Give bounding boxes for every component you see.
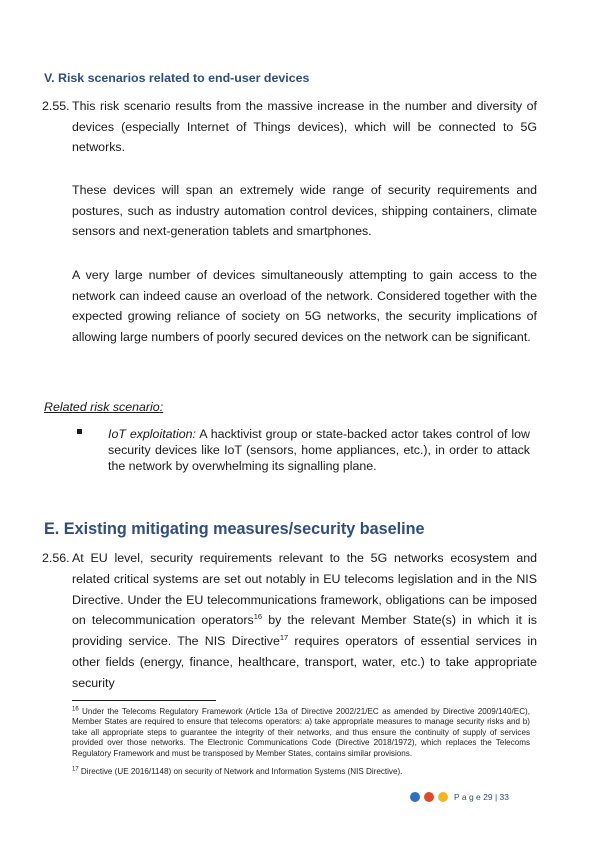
paragraph-2-55-continued: These devices will span an extremely wide range of security requirements and postures, such as industry automation control devices, shipping containers, climate sensors and next-generation tablets and smartphones. xyxy=(72,183,537,238)
paragraph-number: 2.56. xyxy=(42,551,70,565)
related-risk-label: Related risk scenario: xyxy=(44,400,164,414)
footnote-ref-16[interactable]: 16 xyxy=(253,612,263,622)
page-number: P a g e 29 | 33 xyxy=(454,792,509,802)
paragraph-text-part2: by the relevant Member State(s) in which it is providing service. The NIS Directive xyxy=(72,613,537,649)
blue-dot-icon xyxy=(410,792,420,802)
footnote-text: Directive (UE 2016/1148) on security of Network and Information Systems (NIS Directive). xyxy=(78,767,403,776)
bullet-body: A hacktivist group or state-backed actor takes control of low security devices like IoT (sensors, home appliances, etc.), in order to attack the network by overwhelming its signalling plane. xyxy=(108,427,530,474)
paragraph-text-part1: At EU level, security requirements relevant to the 5G networks ecosystem and related critical systems are set out notably in EU telecoms legislation and in the NIS Directive. Under the EU telecommunications framework, obligations can be imposed on telecommunication operators xyxy=(72,551,537,628)
footnote-text: Under the Telecoms Regulatory Framework (Article 13a of Directive 2002/21/EC as amended by Directive 2009/140/EC), Member States are required to ensure that telecoms operators: a) take appropriate measures to manage security risks and b) take all appropriate steps to guarantee the integrity of their networks, and thus ensure the continuity of supply of services provided over those networks. The Electronic Communications Code (Directive 2018/1972), which replaces the Telecoms Regulatory Framework and must be transposed by Member States, contains similar provisions. xyxy=(72,707,530,758)
paragraph-2-55-continued-2: A very large number of devices simultaneously attempting to gain access to the network can indeed cause an overload of the network. Considered together with the expected growing reliance of society on 5G networks, the security implications of allowing large numbers of poorly secured devices on the network can be significant. xyxy=(72,268,537,344)
paragraph-text: This risk scenario results from the massive increase in the number and diversity of devices (especially Internet of Things devices), which will be connected to 5G networks. xyxy=(72,99,537,154)
section-v-heading: V. Risk scenarios related to end-user devices xyxy=(44,71,310,85)
footnote-divider xyxy=(72,700,216,701)
footnote-16 xyxy=(72,707,530,759)
paragraph-number: 2.55. xyxy=(42,99,70,113)
paragraph-2-55 xyxy=(42,96,537,158)
footnote-number: 17 xyxy=(72,766,79,773)
paragraph-text-part3: requires operators of essential services in other fields (energy, finance, healthcare, transport, water, etc.) to take appropriate security xyxy=(72,634,537,690)
page-footer xyxy=(410,790,540,804)
section-e-heading: E. Existing mitigating measures/security baseline xyxy=(44,520,425,538)
paragraph-2-56 xyxy=(42,548,537,694)
yellow-dot-icon xyxy=(438,792,448,802)
red-dot-icon xyxy=(424,792,434,802)
bullet-title: IoT exploitation: xyxy=(108,427,196,441)
footnote-ref-17[interactable]: 17 xyxy=(279,633,289,643)
footnote-17 xyxy=(72,767,530,777)
square-bullet-icon xyxy=(77,429,82,434)
bullet-text xyxy=(108,426,530,475)
footnote-number: 16 xyxy=(72,706,79,713)
